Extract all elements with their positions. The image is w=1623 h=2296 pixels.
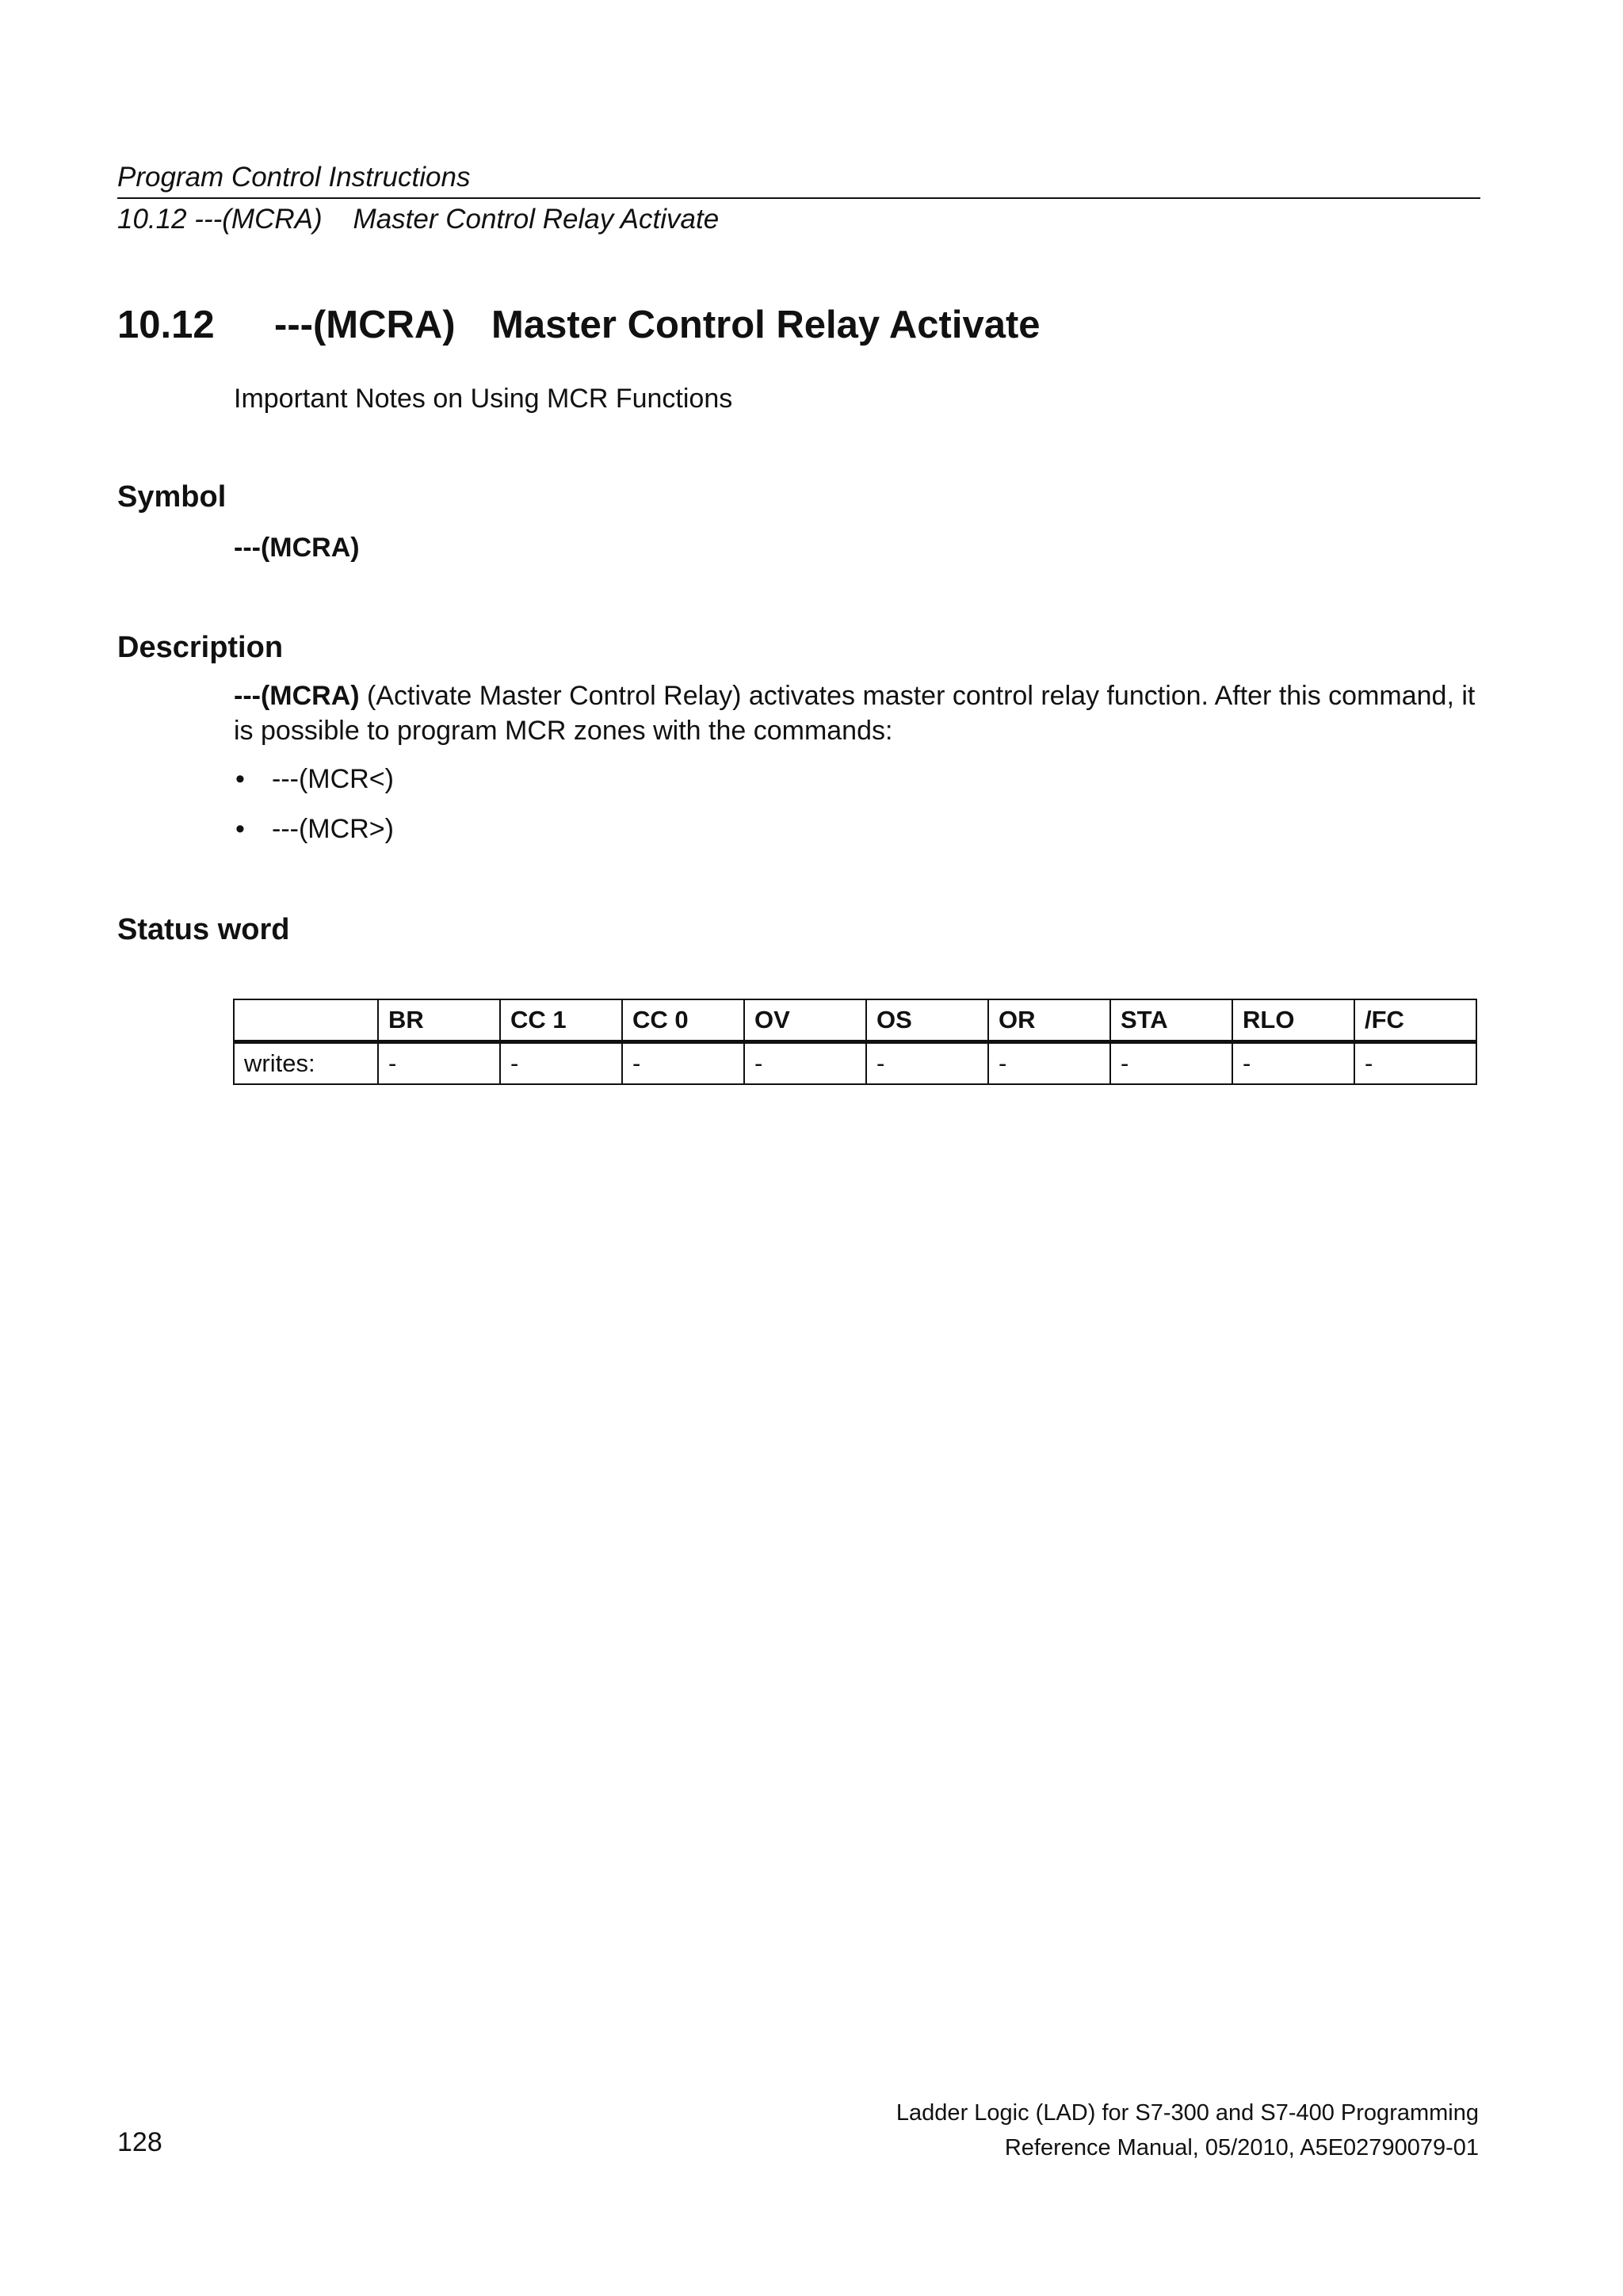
table-corner-cell <box>234 999 378 1042</box>
running-header <box>117 160 1480 237</box>
table-header-row <box>234 999 1476 1042</box>
column-header: CC 0 <box>622 999 744 1042</box>
list-item-text: ---(MCR>) <box>272 814 394 844</box>
header-rule <box>117 197 1480 199</box>
column-header: OS <box>866 999 988 1042</box>
section-code: ---(MCRA) <box>274 304 456 346</box>
column-header: /FC <box>1354 999 1476 1042</box>
description-heading: Description <box>117 631 284 664</box>
status-word-heading: Status word <box>117 913 290 946</box>
table-cell: - <box>500 1042 622 1085</box>
table-cell: - <box>1110 1042 1232 1085</box>
bullet-icon: • <box>235 814 245 844</box>
table-cell: - <box>1354 1042 1476 1085</box>
status-word-table <box>233 999 1477 1085</box>
list-item <box>234 812 394 846</box>
column-header: BR <box>378 999 500 1042</box>
column-header: OR <box>988 999 1110 1042</box>
table-cell: - <box>744 1042 866 1085</box>
column-header: CC 1 <box>500 999 622 1042</box>
table-row <box>234 1042 1476 1085</box>
running-header-chapter: Program Control Instructions <box>117 162 471 193</box>
section-title <box>117 301 1041 349</box>
description-bold-lead: ---(MCRA) <box>234 681 360 711</box>
section-number: 10.12 <box>117 304 215 346</box>
footer-document-info <box>896 2095 1479 2165</box>
list-item-text: ---(MCR<) <box>272 764 394 794</box>
table-cell: - <box>988 1042 1110 1085</box>
column-header: OV <box>744 999 866 1042</box>
table-cell: - <box>1232 1042 1354 1085</box>
row-label: writes: <box>234 1042 378 1085</box>
description-paragraph <box>234 678 1486 748</box>
footer-manual-reference: Reference Manual, 05/2010, A5E02790079-01 <box>1004 2135 1479 2160</box>
section-title-text: Master Control Relay Activate <box>491 304 1041 346</box>
running-header-section: 10.12 ---(MCRA) Master Control Relay Activate <box>117 204 720 235</box>
footer-manual-title: Ladder Logic (LAD) for S7-300 and S7-400 Programming <box>896 2100 1479 2126</box>
command-list <box>234 762 394 862</box>
description-text: (Activate Master Control Relay) activates master control relay function. After this command, it is possible to program MCR zones with the commands: <box>234 681 1476 746</box>
symbol-text: ---(MCRA) <box>234 533 360 563</box>
table-cell: - <box>378 1042 500 1085</box>
list-item <box>234 762 394 796</box>
table-cell: - <box>622 1042 744 1085</box>
column-header: STA <box>1110 999 1232 1042</box>
column-header: RLO <box>1232 999 1354 1042</box>
page-number: 128 <box>117 2127 162 2157</box>
table-cell: - <box>866 1042 988 1085</box>
mcr-notes-link[interactable]: Important Notes on Using MCR Functions <box>234 384 733 414</box>
symbol-heading: Symbol <box>117 480 227 514</box>
bullet-icon: • <box>235 764 245 794</box>
